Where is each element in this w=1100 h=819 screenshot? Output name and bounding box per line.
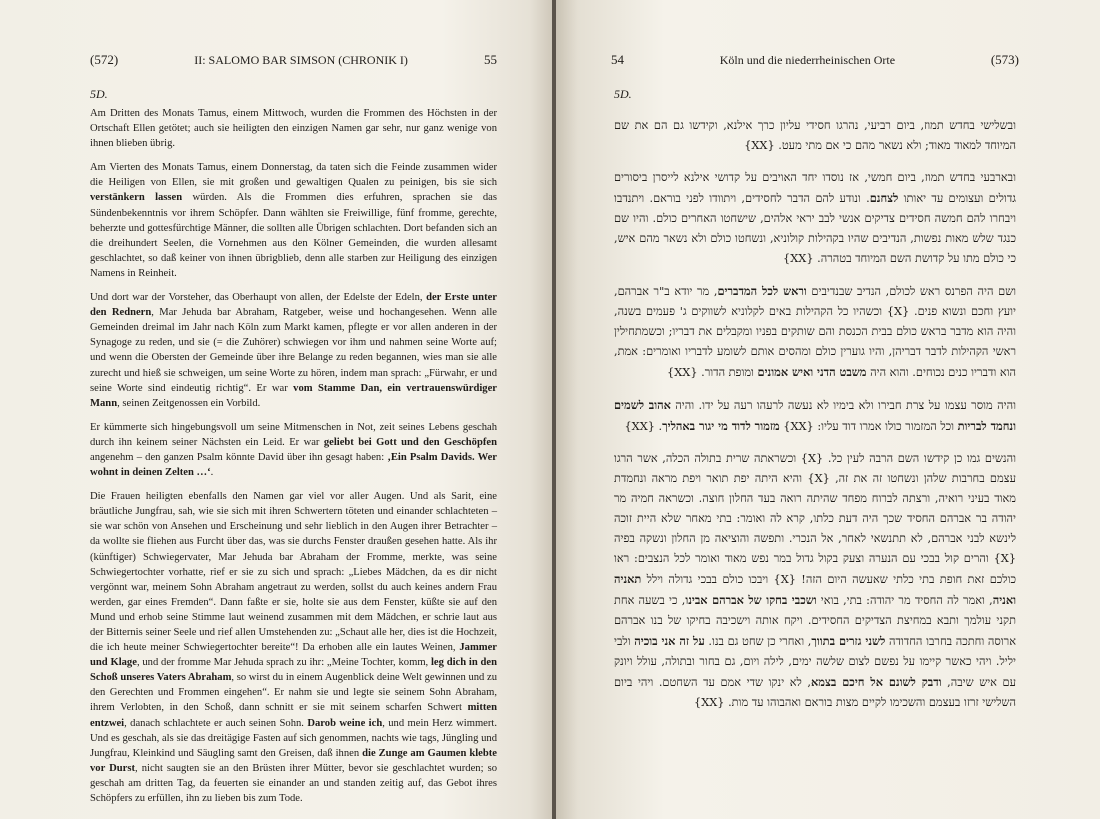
hebrew-paragraph (614, 168, 1016, 269)
german-text-run: , seinen Zeitgenossen ein Vorbild. (117, 397, 261, 409)
hebrew-emphasis: וראש לכל המדברים (717, 284, 807, 298)
hebrew-text-column (614, 116, 1016, 725)
hebrew-emphasis: לצחנם (869, 191, 899, 205)
hebrew-text-run: ושם היה הפרנס ראש לכולם, הנדיב שבנדיבים (806, 285, 1017, 298)
hebrew-text-run: , לא ינקו שדי אמם עד השחטם. ויהי ביום השלישי זרזו בעצמם והשכימו לקיים מצות בוראם ואהבוהו עד מות. {XX} (614, 676, 1016, 709)
german-text-run: würden. Als die Frommen dies erfuhren, sprachen sie das Sündenbekenntnis vor ihrem Schöpfer. Dann wählten sie Freiwillige, fünf fromme, gerechte, beherzte und gottesfürchtige Männer, die sollten alle Übrigen schlachten. Dort befanden sich an die dreihundert Seelen, die Vornehmen aus den Kölner Gemeinden, die wurden allesamt geschlachtet, so daß keiner von ihnen übrigblieb, denn alle starben zur Heiligung des einzigen Namens in Reinheit. (90, 192, 497, 279)
left-section-label: 5D. (90, 87, 108, 101)
hebrew-text-run: ובשלישי בחדש תמוז, ביום רביעי, נהרגו חסידי עליון כרך אילנא, וקידשו גם הם את שם המיוחד למאוד מאוד; ולא נשאר מהם כי אם מתי מעט. {XX} (614, 119, 1016, 152)
hebrew-emphasis: אהוב לשמים ונחמד לבריות (614, 398, 1016, 433)
hebrew-emphasis: ושכבי בחקו של אברהם אבינו (685, 593, 817, 607)
hebrew-text-run: , כי בשעה אחת תקני עולמך ותבא במחיצת הצדיקים החסידים. ויקח אותה וישכיבה בחיקו של בנו אברהם ארוסה וחתכה בחרבו החדודה (614, 594, 1016, 648)
german-emphasis: Jammer und Klage (90, 642, 497, 669)
german-text-run: Die Frauen heiligten ebenfalls den Namen gar viel vor aller Augen. Und als Sarit, eine bräutliche Jungfrau, sah, wie sie sich mit ihren Schwertern töteten und einander schlachteten – sie war schön von Ansehen und Erscheinung und sehr lieblich in den Augen ihrer Betrachter – da wollte sie fliehen aus Furcht über das, was sie durchs Fenster draußen gesehen hatte. Als ihr (künftiger) Schwiegervater, Mar Jehuda bar Abraham der Fromme, merkte, was seine Schwiegertochter vorhatte, rief er sie zu sich und sprach: „Liebes Mädchen, da es dir nicht vergönnt war, meinem Sohn Abraham angetraut zu werden, sollst du auch keines andern Frau werden, gar eines Fremden“. Dann faßte er sie, holte sie aus dem Fenster, küßte sie auf den Mund und erhob seine Stimme laut weinend zusammen mit dem Mädchen, er schrie laut aus der Bitternis seiner Seele und rief allen Umstehenden zu: „Schaut alle her, dies ist die Hochzeit, die ich heute meiner Schwiegertochter bereite“! Da erhoben alle ein lautes Weinen, (90, 491, 497, 654)
german-emphasis: verstänkern lassen (90, 192, 183, 204)
german-text-run: Am Dritten des Monats Tamus, einem Mittwoch, wurden die Frommen des Höchsten in der Ortschaft Ellen getötet; auch sie heiligten den einzigen Namen gar sehr, nur ganz wenige von ihnen blieben übrig. (90, 108, 497, 150)
right-page-reference: (573) (990, 52, 1019, 67)
hebrew-text-run: . {XX} (624, 420, 663, 433)
hebrew-emphasis: לשני גזרים בתווך (811, 634, 886, 648)
german-emphasis: die Zunge am Gaumen klebte vor Durst (90, 747, 497, 774)
right-running-header (611, 52, 1019, 68)
german-text-run: Er kümmerte sich hingebungsvoll um seine Mitmenschen in Not, zeit seines Lebens geschah durch ihn keinem seiner Nächsten ein Leid. Er war (90, 421, 497, 448)
german-paragraph (90, 160, 497, 281)
right-section-label: 5D. (614, 87, 632, 101)
left-page-number: 55 (483, 52, 497, 67)
german-paragraph (90, 489, 497, 806)
german-emphasis: vom Stamme Dan, ein vertrauenswürdiger Mann (90, 382, 497, 409)
hebrew-text-run: , ואמר לה החסיד מר יהודה: בתי, בואי (816, 594, 993, 607)
hebrew-emphasis: משבט הדני ואיש אמונים (757, 365, 867, 379)
hebrew-paragraph (614, 116, 1016, 156)
german-text-run: , Mar Jehuda bar Abraham, Ratgeber, weise und hochangesehen. Wenn alle Gemeinden dreimal im Jahr nach Köln zum Markt kamen, pflegte er vor allen anderen in der Synagoge zu reden, und sie (= die Zuhörer) schwiegen vor ihm und nahmen seine Worte auf; und wenn die Obersten der Gemeinde über ihre Belange zu reden begannen, wies man sie alle zurecht und hieß sie schweigen, um seine Worte zu hören, indem man sprach: „Fürwahr, er und seine Worte sind eindeutig richtig“. Er war (90, 307, 497, 394)
german-text-column (90, 106, 497, 815)
hebrew-text-run: , מר יודא ב"ר אברהם, יועץ וחכם ונשוא פנים. {X} וכשהיו כל הקהילות באים לקלוניא לשווקים ג' פעמים בשנה, והיה הוא מדבר בראש כולם בבית הכנסת והם שותקים בפניו ומקבלים את דבריו; וכשמתחילין ראשי הקהילות לדבר דבריהן, והיו גוערין כולם ומהסים אותם לשומע לדבריו ואומרים: אמת, הוא ודבריו כנים נכוחים. והוא היה (614, 285, 1016, 379)
hebrew-paragraph (614, 395, 1016, 437)
hebrew-emphasis: על זה אני בוכיה (634, 634, 705, 648)
hebrew-text-run: וכל המזמור כולו אמרו דוד עליו: {XX} (779, 420, 958, 433)
german-text-run: Und dort war der Vorsteher, das Oberhaupt von allen, der Edelste der Edeln, (90, 292, 427, 304)
german-text-run: angenehm – den ganzen Psalm könnte David über ihn gesagt haben: (90, 451, 388, 463)
german-text-run: , so wirst du in einem Augenblick deine Welt gewinnen und zu den Gerechten und Frommen eingehen“. Er nahm sie und legte sie seinem Sohn Abraham, ihrem Verlobten, in den Schoß, dann schnitt er sie mit seinem scharfen Schwert (90, 672, 498, 714)
hebrew-text-run: ובארבעי בחדש תמוז, ביום חמשי, אז נוסדו יחד האויבים על קדושי אילנא לייסרן ביסורים גדולים ועצומים עד יאותו (614, 171, 1016, 205)
hebrew-emphasis: ודבק לשונם אל חיכם בצמא (811, 675, 942, 689)
german-paragraph (90, 420, 497, 480)
hebrew-text-run: , ואחרי כן שחט גם בנו. (704, 635, 812, 648)
right-running-title: Köln und die niederrheinischen Orte (719, 52, 896, 67)
german-emphasis: mitten entzwei (90, 702, 497, 729)
hebrew-emphasis: מזמור לדוד מי יגור באהליך (662, 419, 780, 433)
left-running-title: II: SALOMO BAR SIMSON (CHRONIK I) (194, 52, 408, 67)
german-emphasis: leg dich in den Schoß unseres Vaters Abraham (90, 657, 497, 684)
german-text-run: , danach schlachtete er auch seinen Sohn. (124, 717, 308, 729)
hebrew-text-run: . ונודע להם הדבר לחסידים, ויתוודו לפני בוראם. ויתנדבו ויבחרו להם חמשה חסידים צדיקים אנשי לבב יראי אלהים, שישחטו האחרים כולם. והיו שם כנגד שלש מאות נפשות, הנדיבים שהיו בקהילות קולוניא, ונשחטו כולם ולא נשאר מהם איש, כי כולם מתו על קדושת השם המיוחד בטהרה. {XX} (614, 192, 1016, 265)
left-page-reference: (572) (90, 52, 119, 67)
german-paragraph (90, 106, 497, 151)
german-paragraph (90, 290, 497, 411)
left-running-header (90, 52, 497, 68)
german-text-run: , und mein Herz wimmert. Und es geschah, als sie das dreitägige Fasten auf sich genommen, nachts wie tags, Jüngling und Jungfrau, Kleinkind und Säugling samt den Greisen, daß ihnen (90, 717, 498, 759)
german-text-run: . (210, 467, 214, 479)
german-text-run: Am Vierten des Monats Tamus, einem Donnerstag, da taten sich die Feinde zusammen wider die Heiligen von Ellen, sie mit großen und gewaltigen Qualen zu peinigen, bis sie sich (90, 162, 497, 189)
german-text-run: , nicht saugten sie an den Brüsten ihrer Mütter, bevor sie geschlachtet wurden; so geschah am dritten Tag, da feuerten sie einander an und standen zeitig auf, das Gebot ihres Schöpfers zu erfüllen, ihn zu lieben bis zum Tode. (90, 762, 497, 805)
hebrew-text-run: ומופת הדור. {XX} (667, 366, 758, 379)
hebrew-text-run: ולבי יליל. ויהי כאשר קיימו על נפשם לצום שלשה ימים, לילה ויום, גם בחור ובתולה, עולל ויונק עם איש שיבה, (614, 635, 1016, 689)
hebrew-text-run: והנשים גמו כן קידשו השם הרבה לעין כל. {X} וכשראתה שרית בתולה הכלה, אשר הרגו עצמם בחרבות שלהן ונשחטו זה את זה, {X} והיא היתה יפת תואר ויפת מראה ונחמדת מאוד בעיני רואיה, ורצתה לברוח מפחד שהיתה רואה בעד החלון חוצה. וכשראה חמיה מר יהודה בר אברהם החסיד שכך היה דעת כלתו, קרא לה ואומר: בתי מאחר שלא היית זוכה לינשא לבני אברהם, לא תתנשאי לאחר, אל הנכרי. ותפשה והוציאה מן החלון ונשקה בפיה {X} והרים קול בבכי עם הנערה וצעק בקול גדול במר נפש מאוד ואומר לכל הנצבים: ראו כולכם זאת חופת בתי כלתי שאעשה היום הזה! {X} ויבכו כולם בבכי גדולה וילל (614, 452, 1016, 586)
right-page-number: 54 (611, 52, 624, 67)
right-page (556, 0, 1100, 819)
hebrew-text-run: והיה מוסר עצמו על צרת חבירו ולא בימיו לא נעשה לרעהו רעה על ידו. והיה (670, 399, 1016, 412)
german-emphasis: der Erste unter den Rednern (90, 292, 497, 319)
german-text-run: , und der fromme Mar Jehuda sprach zu ihr: „Meine Tochter, komm, (136, 657, 431, 669)
german-emphasis: geliebt bei Gott und den Geschöpfen (323, 436, 497, 448)
hebrew-paragraph (614, 449, 1016, 713)
hebrew-paragraph (614, 281, 1016, 383)
german-emphasis: Darob weine ich (307, 717, 383, 729)
hebrew-emphasis: תאניה ואניה (614, 572, 1016, 607)
german-emphasis: ‚Ein Psalm Davids. Wer wohnt in deinen Zelten …‘ (90, 451, 497, 479)
